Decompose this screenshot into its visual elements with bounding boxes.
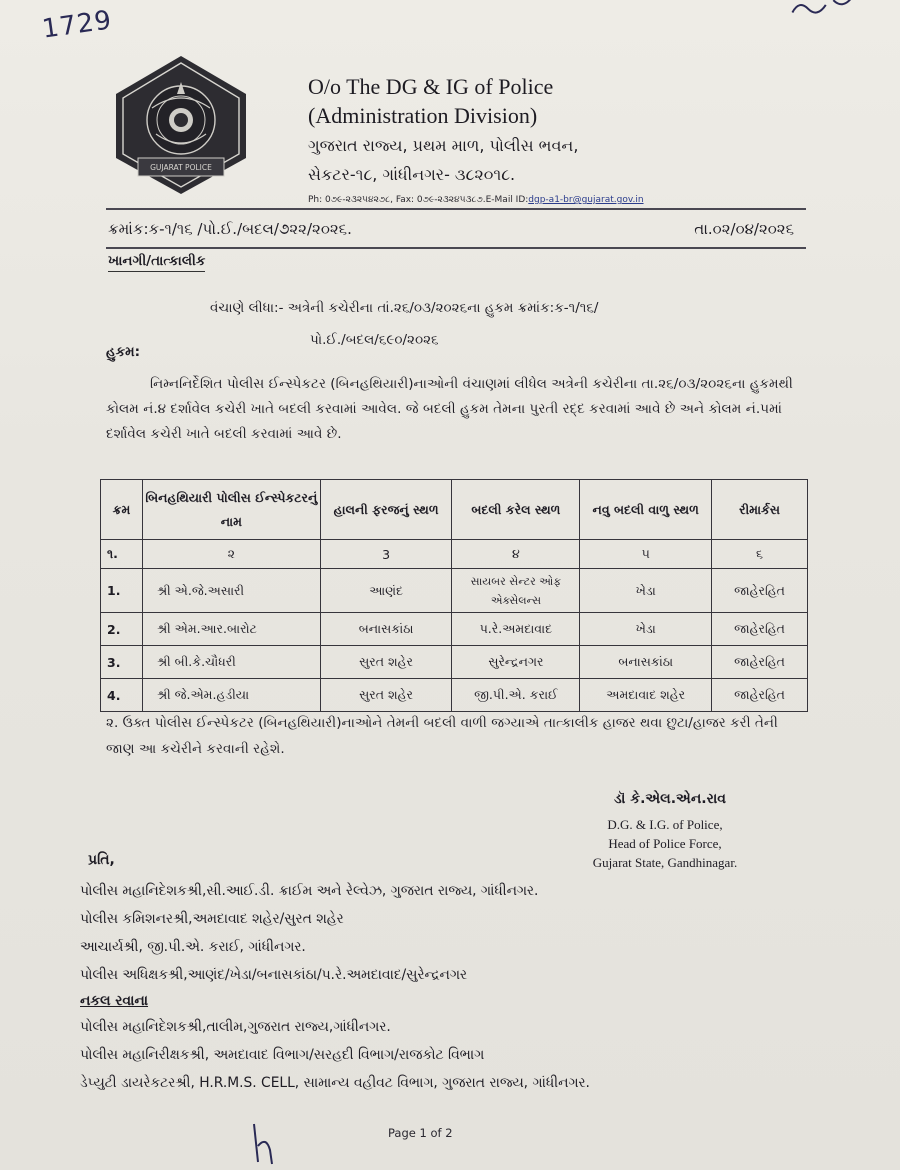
- header-current: હાલની ફરજનું સ્થળ: [320, 480, 452, 540]
- cell-sr: 1.: [101, 569, 143, 613]
- office-title: O/o The DG & IG of Police: [308, 74, 554, 99]
- address-line-1: ગુજરાત રાજ્ય, પ્રથમ માળ, પોલીસ ભવન,: [308, 136, 579, 155]
- letterhead: [308, 72, 738, 205]
- reading-reference: [210, 292, 790, 356]
- handwritten-initial-icon: [248, 1120, 278, 1166]
- reference-number: ક્રમાંક:ક-૧/૧૬ /પો.ઈ./બદલ/૭૨૨/૨૦૨૬.: [108, 220, 352, 238]
- cell-remarks: જાહેરહિત: [712, 679, 808, 712]
- copy-item: પોલીસ મહાનિદેશકશ્રી,તાલીમ,ગુજરાત રાજ્ય,ગાંધીનગર.: [80, 1019, 391, 1035]
- recipient-item: પોલીસ કમિશનરશ્રી,અમદાવાદ શહેર/સુરત શહેર: [80, 911, 344, 927]
- phone-fax: Ph: 0૭૯-૨૩૨૫૪૨૭૮, Fax: 0૭૯-૨૩૨૪૫૩૮૭.E-Mail ID:: [308, 195, 529, 205]
- cell-remarks: જાહેરહિત: [712, 613, 808, 646]
- table-row: [101, 679, 808, 712]
- instruction-paragraph-text: ૨. ઉક્ત પોલીસ ઈન્સ્પેકટર (બિનહથિયારી)નાઓને તેમની બદલી વાળી જગ્યાએ તાત્કાલીક હાજર થવા છુટા/હાજર કરી તેની જાણ આ કચેરીને કરવાની રહેશે.: [106, 715, 778, 757]
- cell-transferred: સુરેન્દ્રનગર: [452, 646, 580, 679]
- column-number-row: [101, 540, 808, 569]
- page-number: Page 1 of 2: [388, 1126, 453, 1140]
- signatory-title-2: Head of Police Force,: [608, 836, 722, 851]
- header-rule-bottom: [106, 247, 806, 249]
- recipient-item: આચાર્યશ્રી, જી.પી.એ. કરાઈ, ગાંધીનગર.: [80, 939, 306, 955]
- signatory-title-3: Gujarat State, Gandhinagar.: [592, 855, 738, 870]
- reference-date: તા.૦૨/૦૪/૨૦૨૬: [694, 220, 794, 238]
- cell-transferred: સાયબર સેન્ટર ઓફ એક્સેલન્સ: [452, 569, 580, 613]
- contact-line: [308, 195, 738, 205]
- cell-new: ખેડા: [580, 613, 712, 646]
- table-row: [101, 569, 808, 613]
- column-number: ૪: [452, 540, 580, 569]
- column-number: ૨: [142, 540, 320, 569]
- cell-name: શ્રી એ.જે.અસારી: [142, 569, 320, 613]
- order-paragraph: [106, 372, 806, 447]
- address-line-2: સેકટર-૧૮, ગાંધીનગર- ૩૮૨૦૧૮.: [308, 165, 516, 184]
- reference-line: [108, 220, 808, 238]
- table-row: [101, 646, 808, 679]
- signatory-name: ડૉ કે.એલ.એન.રાવ: [614, 791, 726, 807]
- signatory-title-1: D.G. & I.G. of Police,: [607, 817, 723, 832]
- header-transferred: બદલી કરેલ સ્થળ: [452, 480, 580, 540]
- cell-new: બનાસકાંઠા: [580, 646, 712, 679]
- header-remarks: રીમાર્કસ: [712, 480, 808, 540]
- cell-current: બનાસકાંઠા: [320, 613, 452, 646]
- reading-line-1: વંચાણે લીધા:- અત્રેની કચેરીના તાં.૨૬/૦૩/૨૦૨૬ના હુકમ ક્રમાંક:ક-૧/૧૬/: [210, 300, 599, 316]
- transfer-table: [100, 479, 808, 712]
- cell-sr: 2.: [101, 613, 143, 646]
- copy-item: પોલીસ મહાનિરીક્ષકશ્રી, અમદાવાદ વિભાગ/સરહદી વિભાગ/રાજકોટ વિભાગ: [80, 1047, 485, 1063]
- order-heading: હુકમ:: [106, 344, 141, 360]
- cell-sr: 4.: [101, 679, 143, 712]
- column-number: 3: [320, 540, 452, 569]
- header-rule-top: [106, 208, 806, 210]
- instruction-paragraph: [106, 710, 806, 762]
- email-link[interactable]: dgp-a1-br@gujarat.gov.in: [528, 195, 644, 205]
- confidential-label: ખાનગી/તાત્કાલીક: [108, 253, 205, 272]
- recipient-item: પોલીસ મહાનિદેશકશ્રી,સી.આઈ.ડી. ક્રાઈમ અને રેલ્વેઝ, ગુજરાત રાજ્ય, ગાંધીનગર.: [80, 883, 539, 899]
- header-sr: ક્રમ: [101, 480, 143, 540]
- table-header-row: [101, 480, 808, 540]
- handwritten-corner-mark: [789, 0, 881, 24]
- signature-block: [540, 790, 770, 872]
- copy-item: ડેપ્યુટી ડાયરેકટરશ્રી, H.R.M.S. CELL, સામાન્ય વહીવટ વિભાગ, ગુજરાત રાજ્ય, ગાંધીનગર.: [80, 1075, 590, 1091]
- column-number: ૧.: [101, 540, 143, 569]
- cell-transferred: પ.રે.અમદાવાદ: [452, 613, 580, 646]
- order-paragraph-text: નિમ્નનિર્દેશિત પોલીસ ઈન્સ્પેકટર (બિનહથિયારી)નાઓની વંચાણમાં લીધેલ અત્રેની કચેરીના તા.૨૬/૦૩/૨૦૨૬ના હુકમથી કોલમ નં.૪ દર્શાવેલ કચેરી ખાતે બદલી કરવામાં આવેલ. જે બદલી હુકમ તેમના પુરતી રદ્દ કરવામાં આવે છે અને કોલમ નં.૫માં દર્શાવેલ કચેરી ખાતે બદલી કરવામાં આવે છે.: [106, 376, 793, 442]
- distribution-list: [80, 877, 820, 1097]
- table-row: [101, 613, 808, 646]
- cell-name: શ્રી બી.કે.ચૌધરી: [142, 646, 320, 679]
- cell-new: અમદાવાદ શહેર: [580, 679, 712, 712]
- gujarat-police-seal-icon: [112, 54, 250, 196]
- column-number: ૬: [712, 540, 808, 569]
- copy-heading: નકલ રવાના: [80, 993, 149, 1009]
- handwritten-number: 1729: [40, 5, 114, 45]
- column-number: ૫: [580, 540, 712, 569]
- header-new: નવુ બદલી વાળુ સ્થળ: [580, 480, 712, 540]
- cell-current: સુરત શહેર: [320, 646, 452, 679]
- reading-line-2: પો.ઈ./બદલ/૬૯૦/૨૦૨૬: [310, 332, 439, 348]
- cell-name: શ્રી એમ.આર.બારોટ: [142, 613, 320, 646]
- header-name: બિનહથિયારી પોલીસ ઈન્સ્પેકટરનું નામ: [142, 480, 320, 540]
- cell-new: ખેડા: [580, 569, 712, 613]
- svg-text:GUJARAT POLICE: GUJARAT POLICE: [150, 163, 212, 172]
- recipient-item: પોલીસ અધિક્ષકશ્રી,આણંદ/ખેડા/બનાસકાંઠા/પ.રે.અમદાવાદ/સુરેન્દ્રનગર: [80, 967, 468, 983]
- cell-current: સુરત શહેર: [320, 679, 452, 712]
- cell-remarks: જાહેરહિત: [712, 646, 808, 679]
- cell-sr: 3.: [101, 646, 143, 679]
- cell-remarks: જાહેરહિત: [712, 569, 808, 613]
- division-title: (Administration Division): [308, 103, 538, 128]
- cell-name: શ્રી જે.એમ.હડીયા: [142, 679, 320, 712]
- cell-current: આણંદ: [320, 569, 452, 613]
- recipients-heading: પ્રતિ,: [88, 852, 115, 868]
- cell-transferred: જી.પી.એ. કરાઈ: [452, 679, 580, 712]
